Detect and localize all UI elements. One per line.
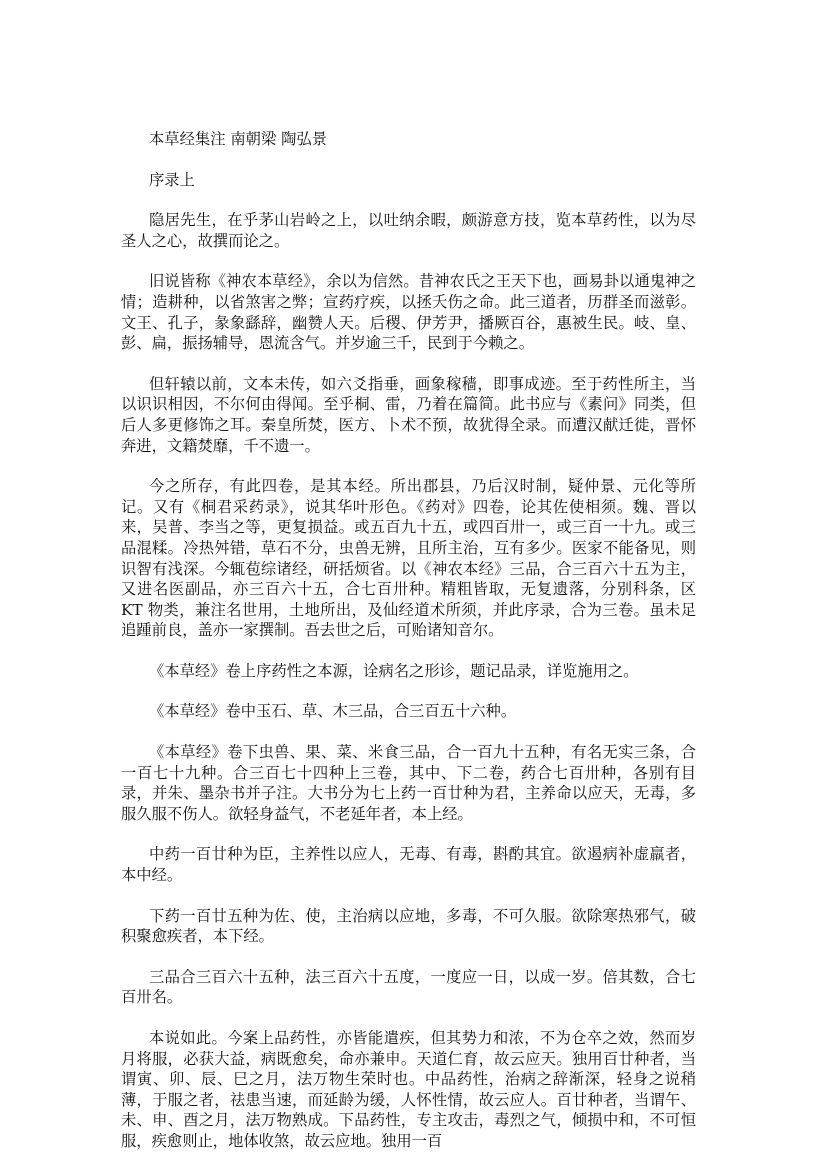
section-heading: 序录上 [149, 170, 195, 189]
paragraph: 本说如此。今案上品药性，亦皆能遣疾，但其势力和浓，不为仓卒之效，然而岁月将服，必获大益，病既愈矣，命亦兼申。天道仁育，故云应天。独用百廿种者，当谓寅、卯、辰、巳之月，法万物生荣时也。中品药性，治病之辞渐深，轻身之说稍薄，于服之者，祛患当速，而延龄为缓，人怀性情，故云应人。百廿种者，当谓午、未、申、酉之月，法万物熟成。下品药性，专主攻击，毒烈之气，倾损中和，不可恒服，疾愈则止，地体收煞，故云应地。独用一百 [121, 1029, 696, 1150]
paragraph: 三品合三百六十五种，法三百六十五度，一度应一日，以成一岁。倍其数，合七百卅名。 [121, 967, 696, 1007]
paragraph: 今之所存，有此四卷，是其本经。所出郡县，乃后汉时制，疑仲景、元化等所记。又有《桐君采药录》，说其华叶形色。《药对》四卷，论其佐使相须。魏、晋以来，吴普、李当之等，更复损益。或五百九十五，或四百卅一，或三百一十九。或三品混糅。冷热舛错，草石不分，虫兽无辨，且所主治，互有多少。医家不能备见，则识智有浅深。今辄苞综诸经，研括烦省。以《神农本经》三品，合三百六十五为主，又进名医副品，亦三百六十五，合七百卅种。精粗皆取，无复遗落，分别科条，区 KT 物类，兼注名世用，土地所出，及仙经道术所须，并此序录，合为三卷。虽未足追踵前良，盖亦一家撰制。吾去世之后，可贻诸知音尔。 [121, 477, 696, 640]
paragraph: 《本草经》卷上序药性之本源，诠病名之形诊，题记品录，详览施用之。 [149, 661, 639, 680]
paragraph: 《本草经》卷下虫兽、果、菜、米食三品，合一百九十五种，有名无实三条，合一百七十九种。合三百七十四种上三卷，其中、下二卷，药合七百卅种，各别有目录，并朱、墨杂书并子注。大书分为七上药一百廿种为君，主养命以应天，无毒，多服久服不伤人。欲轻身益气，不老延年者，本上经。 [121, 743, 696, 823]
paragraph: 旧说皆称《神农本草经》，余以为信然。昔神农氏之王天下也，画易卦以通鬼神之情；造耕种，以省煞害之弊；宣药疗疾，以拯夭伤之命。此三道者，历群圣而滋彰。文王、孔子，彖象繇辞，幽赞人天。后稷、伊芳尹，播厥百谷，惠被生民。岐、皇、彭、扁，振扬辅导，恩流含气。并岁逾三千，民到于今赖之。 [121, 272, 696, 353]
paragraph: 《本草经》卷中玉石、草、木三品，合三百五十六种。 [149, 702, 517, 721]
document-title: 本草经集注 南朝梁 陶弘景 [149, 130, 327, 148]
paragraph: 中药一百廿种为臣，主养性以应人，无毒、有毒，斟酌其宜。欲遏病补虚羸者，本中经。 [121, 845, 696, 885]
paragraph: 但轩辕以前，文本未传，如六爻指垂，画象稼穑，即事成迹。至于药性所主，当以识识相因，不尔何由得闻。至乎桐、雷，乃着在篇简。此书应与《素问》同类，但后人多更修饰之耳。秦皇所焚，医方、卜术不预，故犹得全录。而遭汉献迁徙，晋怀奔进，文籍焚靡，千不遗一。 [121, 374, 696, 455]
paragraph: 下药一百廿五种为佐、使，主治病以应地，多毒，不可久服。欲除寒热邪气，破积聚愈疾者，本下经。 [121, 906, 696, 946]
paragraph: 隐居先生，在乎茅山岩岭之上，以吐纳余暇，颇游意方技，览本草药性，以为尽圣人之心，故撰而论之。 [121, 211, 696, 250]
